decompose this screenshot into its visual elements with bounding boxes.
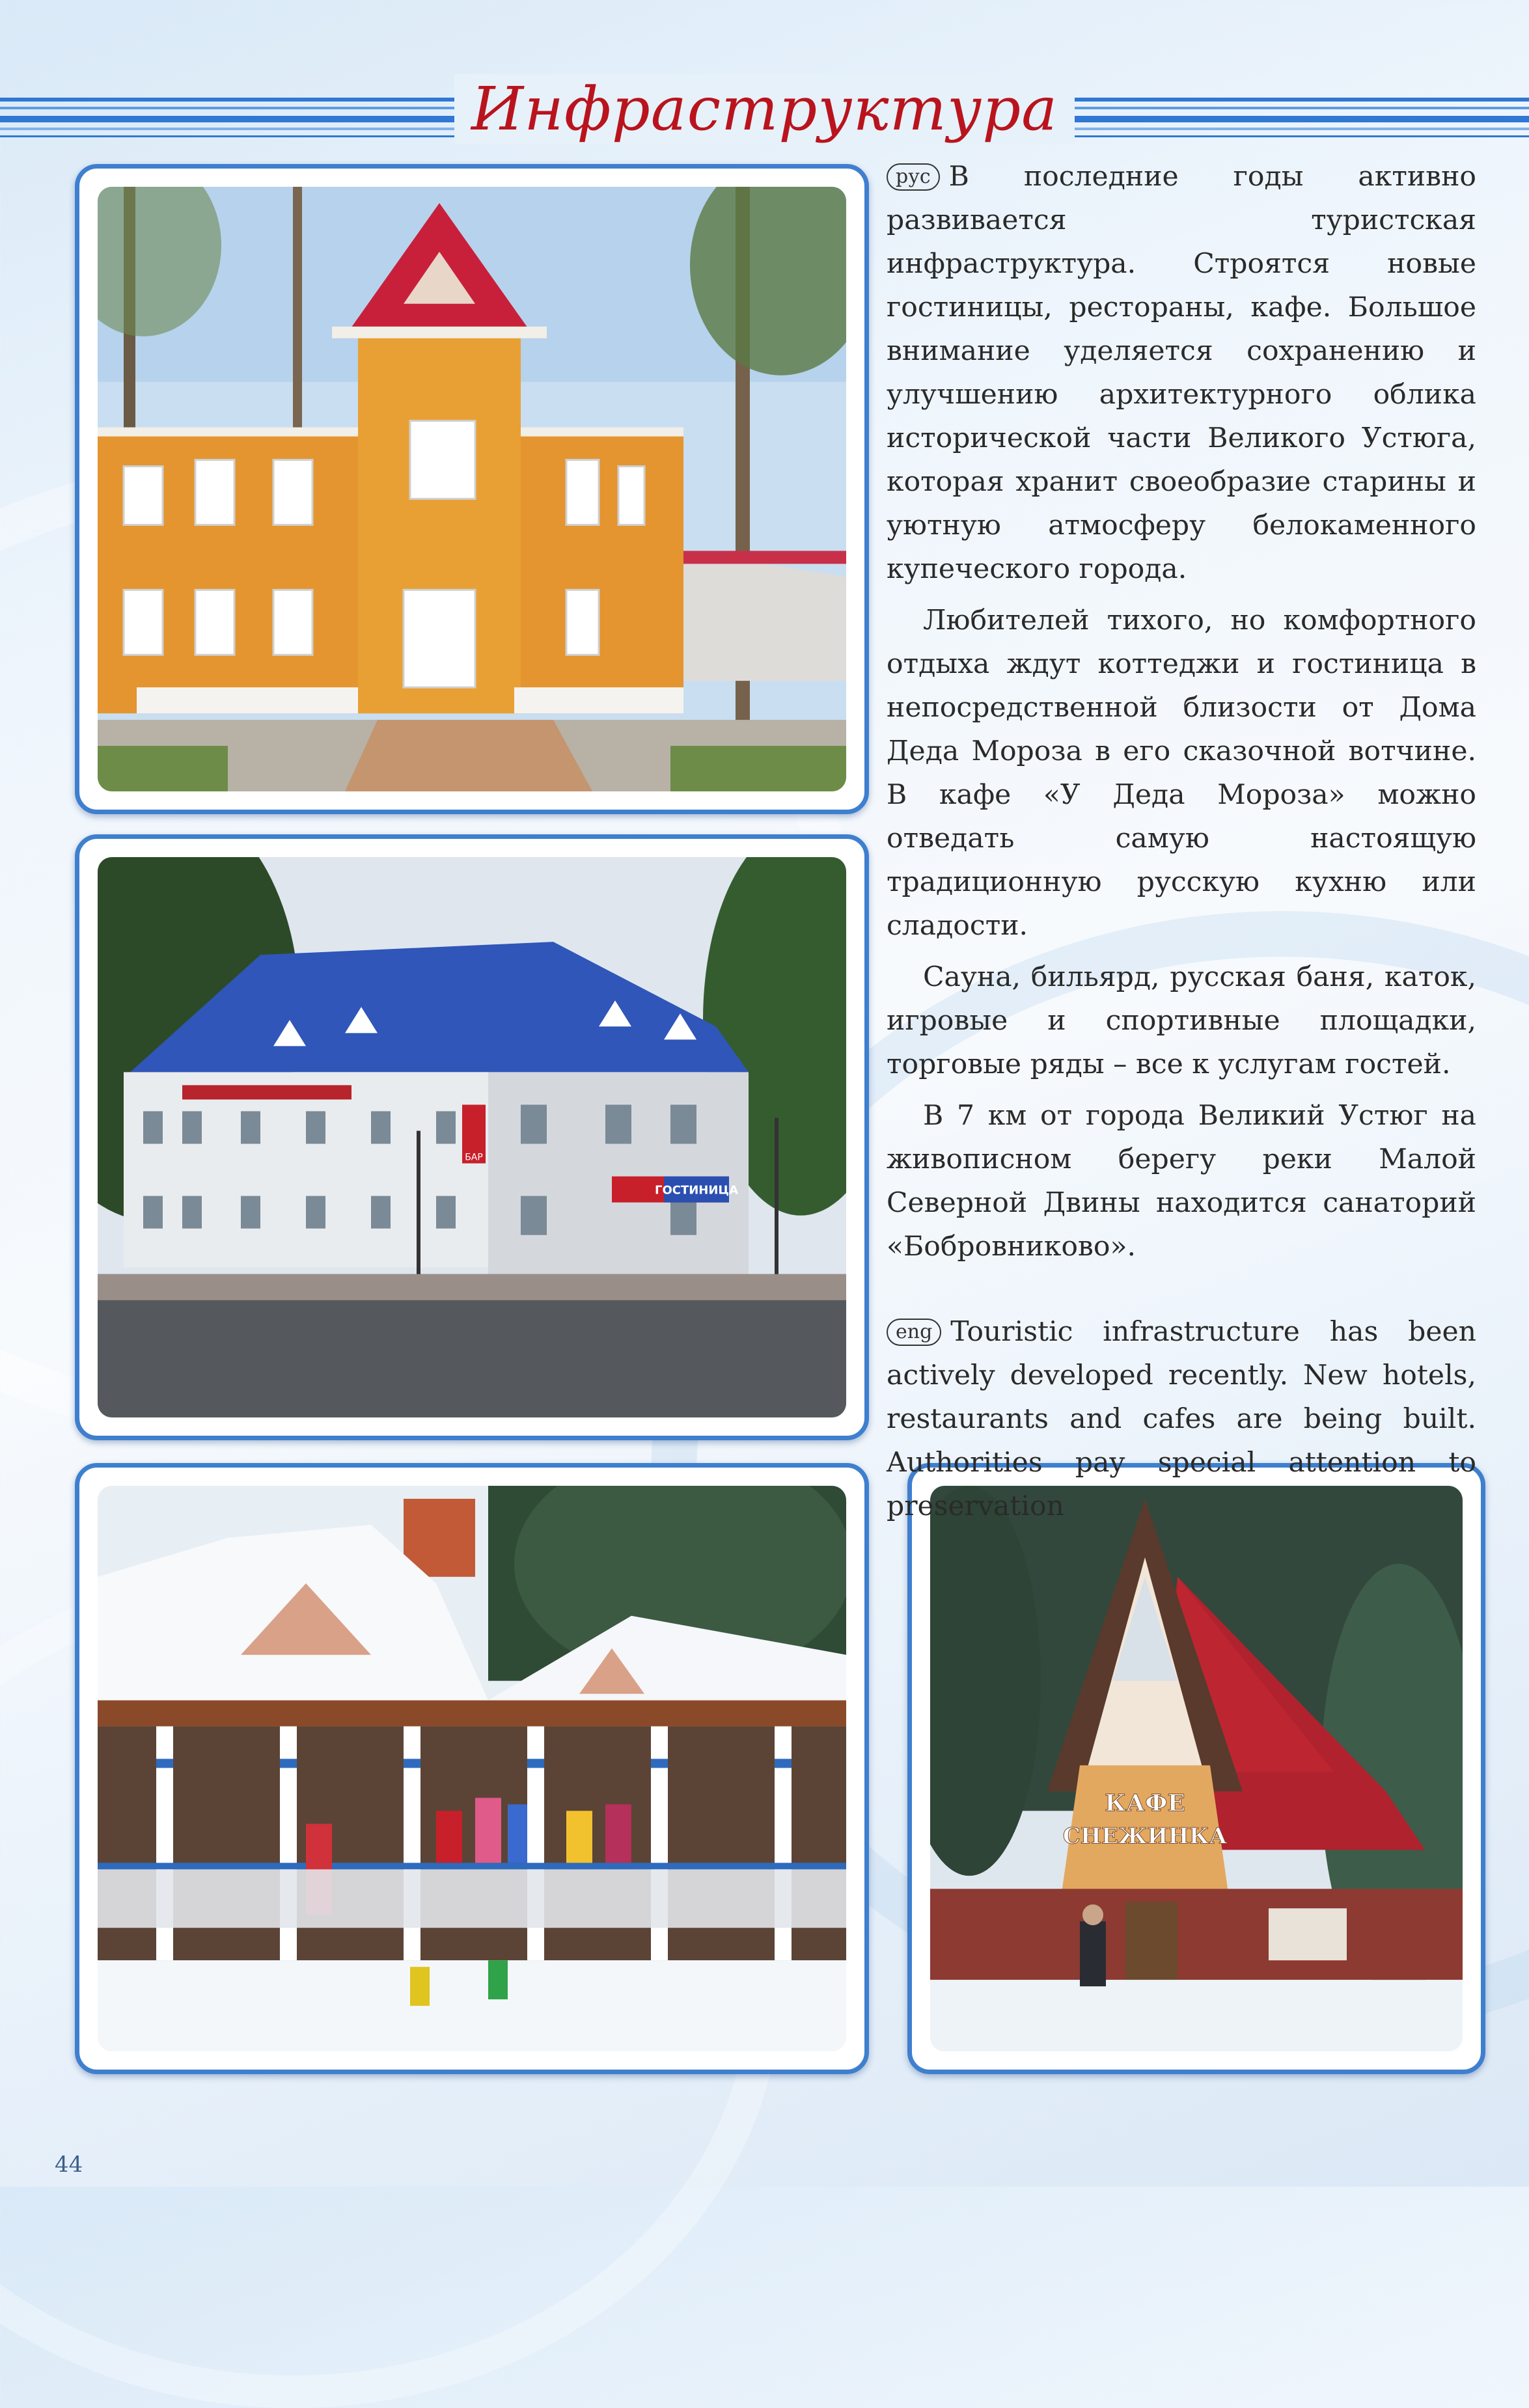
page-title: Инфраструктура (0, 70, 1529, 148)
cafe-sign-line2: СНЕЖИНКА (1062, 1823, 1228, 1850)
photo-frame-hotel-blue-roof (75, 834, 869, 1440)
photo-hotel-blue-roof (98, 857, 846, 1417)
photo-cafe-snezhinka (930, 1486, 1463, 2051)
cafe-sign-line1: КАФЕ (1105, 1789, 1185, 1817)
article-text (887, 155, 1476, 1528)
hotel-sign: ГОСТИНИЦА (654, 1183, 739, 1197)
photo-frame-trading-rows (75, 1463, 869, 2074)
photo-frame-cafe (907, 1463, 1485, 2074)
photo-wooden-hotel (98, 187, 846, 791)
page-number: 44 (55, 2152, 83, 2178)
lang-tag-ru: рус (887, 163, 940, 191)
paragraph-ru-3: Сауна, бильярд, русская баня, каток, игровые и спортивные площадки, торговые ряды – все к услугам гостей. (887, 961, 1476, 1080)
paragraph-ru-1: рус В последние годы активно развивается туристская инфраструктура. Строятся новые гостиницы, рестораны, кафе. Большое внимание уделяется сохранению и улучшению архитектурного облика исторической части Великого Устюга, которая хранит своеобразие старины и уютную атмосферу белокаменного купеческого города. (887, 161, 1476, 585)
paragraph-en-1: eng Touristic infrastructure has been actively developed recently. New hotels, restaurants and cafes are being built. Authorities pay special attention to preservation (887, 1316, 1476, 1522)
paragraph-ru-2: Любителей тихого, но комфортного отдыха ждут коттеджи и гостиница в непосредственной близости от Дома Деда Мороза в его сказочной вотчине. В кафе «У Деда Мороза» можно отведать самую настоящую традиционную русскую кухню или сладости. (887, 605, 1476, 942)
bar-sign: БАР (465, 1152, 483, 1163)
paragraph-ru-4: В 7 км от города Великий Устюг на живописном берегу реки Малой Северной Двины находится санаторий «Бобровниково». (887, 1100, 1476, 1263)
lang-tag-en: eng (887, 1319, 941, 1346)
photo-frame-wooden-hotel (75, 164, 869, 814)
photo-trading-rows (98, 1486, 846, 2051)
